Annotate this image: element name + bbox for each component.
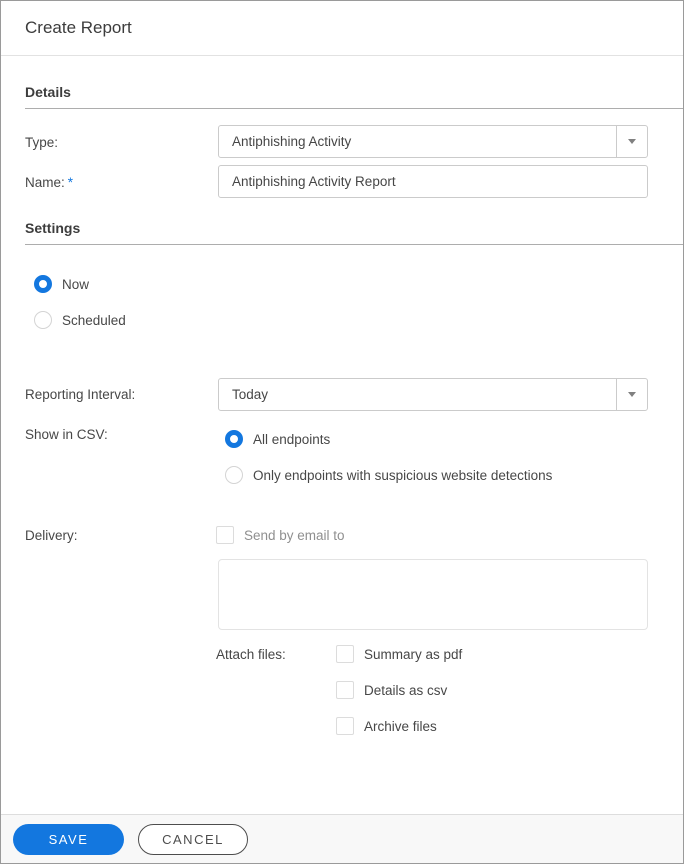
csv-option-only-suspicious[interactable] <box>225 466 552 484</box>
radio-scheduled[interactable] <box>34 311 52 329</box>
section-header-settings: Settings <box>25 220 683 245</box>
reporting-interval-arrow-button[interactable] <box>616 379 647 410</box>
reporting-interval-dropdown[interactable] <box>218 378 648 411</box>
footer-bar <box>1 814 683 863</box>
radio-only-suspicious[interactable] <box>225 466 243 484</box>
section-header-details: Details <box>25 84 683 109</box>
name-label <box>25 175 73 190</box>
show-in-csv-label: Show in CSV: <box>25 427 108 442</box>
title-divider <box>1 55 683 56</box>
schedule-option-now[interactable] <box>34 275 89 293</box>
details-csv-checkbox[interactable] <box>336 681 354 699</box>
type-dropdown[interactable] <box>218 125 648 158</box>
caret-down-icon <box>628 139 636 144</box>
send-by-email-label: Send by email to <box>244 527 345 543</box>
details-csv-label: Details as csv <box>364 682 448 698</box>
email-recipients-input[interactable] <box>218 559 648 630</box>
type-label: Type: <box>25 135 59 150</box>
csv-option-all-endpoints[interactable] <box>225 430 330 448</box>
type-dropdown-arrow-button[interactable] <box>616 126 647 157</box>
reporting-interval-value: Today <box>232 387 269 402</box>
attach-option-archive-files[interactable] <box>336 717 437 735</box>
radio-now-label: Now <box>62 276 90 292</box>
radio-all-endpoints-label: All endpoints <box>253 431 331 447</box>
caret-down-icon <box>628 392 636 397</box>
radio-only-suspicious-label: Only endpoints with suspicious website detections <box>253 467 553 483</box>
cancel-button[interactable]: CANCEL <box>138 824 248 855</box>
save-button[interactable]: SAVE <box>13 824 124 855</box>
send-by-email-option[interactable] <box>216 526 345 544</box>
summary-pdf-label: Summary as pdf <box>364 646 463 662</box>
reporting-interval-label: Reporting Interval: <box>25 387 136 402</box>
name-input[interactable] <box>218 165 648 198</box>
archive-files-label: Archive files <box>364 718 437 734</box>
archive-files-checkbox[interactable] <box>336 717 354 735</box>
attach-files-label: Attach files: <box>216 647 286 662</box>
name-label-text: Name: <box>25 175 65 190</box>
type-dropdown-value: Antiphishing Activity <box>232 134 352 149</box>
radio-scheduled-label: Scheduled <box>62 312 126 328</box>
required-asterisk: * <box>67 175 74 190</box>
delivery-label: Delivery: <box>25 528 78 543</box>
page-title: Create Report <box>25 18 132 37</box>
radio-now[interactable] <box>34 275 52 293</box>
radio-all-endpoints[interactable] <box>225 430 243 448</box>
attach-option-summary-pdf[interactable] <box>336 645 462 663</box>
send-by-email-checkbox[interactable] <box>216 526 234 544</box>
attach-option-details-csv[interactable] <box>336 681 447 699</box>
schedule-option-scheduled[interactable] <box>34 311 126 329</box>
summary-pdf-checkbox[interactable] <box>336 645 354 663</box>
